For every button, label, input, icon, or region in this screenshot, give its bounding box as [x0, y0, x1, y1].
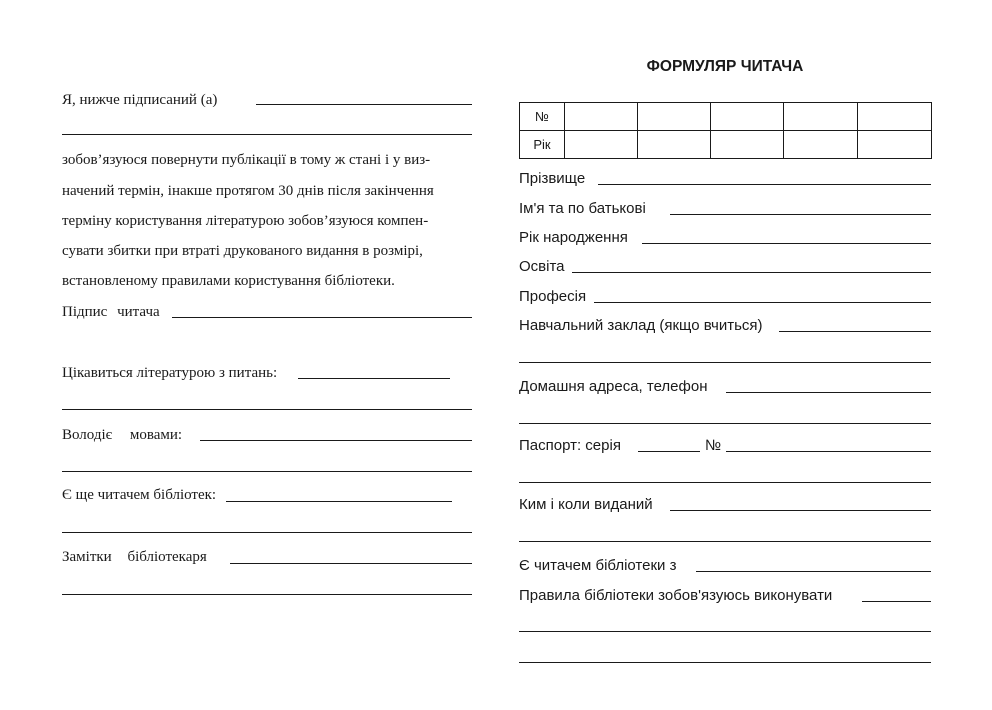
address-label: Домашня адреса, телефон [519, 378, 708, 395]
form-title: ФОРМУЛЯР ЧИТАЧА [646, 58, 804, 75]
rules-line[interactable] [862, 601, 931, 602]
signature-line[interactable] [172, 317, 472, 318]
rules-label: Правила бібліотеки зобов'язуюсь виконувати [519, 587, 833, 604]
paragraph-line: начений термін, інакше протягом 30 днів після закінчення [62, 183, 434, 199]
other-libraries-line-2[interactable] [62, 532, 472, 533]
rules-line-3[interactable] [519, 662, 931, 663]
number-header-cell: № [520, 103, 565, 131]
profession-label: Професія [519, 288, 587, 305]
table-cell[interactable] [711, 103, 784, 131]
table-cell[interactable] [565, 103, 638, 131]
surname-label: Прізвище [519, 170, 586, 187]
rules-line-2[interactable] [519, 631, 931, 632]
table-cell[interactable] [565, 131, 638, 159]
year-header-cell: Рік [520, 131, 565, 159]
profession-line[interactable] [594, 302, 931, 303]
number-year-table [519, 102, 932, 159]
reader-since-label: Є читачем бібліотеки з [519, 557, 677, 574]
librarian-notes-line-2[interactable] [62, 594, 472, 595]
school-label: Навчальний заклад (якщо вчиться) [519, 317, 763, 334]
passport-number-label: № [705, 437, 722, 454]
other-libraries-label: Є ще читачем бібліотек: [62, 487, 217, 503]
education-label: Освіта [519, 258, 565, 275]
address-line-2[interactable] [519, 423, 931, 424]
paragraph-line: сувати збитки при втраті друкованого видання в розмірі, [62, 243, 423, 259]
issued-by-label: Ким і коли виданий [519, 496, 653, 513]
languages-line-2[interactable] [62, 471, 472, 472]
other-libraries-line[interactable] [226, 501, 452, 502]
table-cell[interactable] [638, 103, 711, 131]
education-line[interactable] [572, 272, 931, 273]
interests-label: Цікавиться літературою з питань: [62, 365, 278, 381]
interests-line[interactable] [298, 378, 450, 379]
number-row [520, 103, 932, 131]
paragraph-line: зобов’язуюся повернути публікації в тому ж стані і у виз- [62, 152, 431, 168]
year-row [520, 131, 932, 159]
address-line[interactable] [726, 392, 931, 393]
issued-by-line-2[interactable] [519, 541, 931, 542]
reader-since-line[interactable] [696, 571, 931, 572]
school-line-2[interactable] [519, 362, 931, 363]
table-cell[interactable] [784, 103, 858, 131]
signed-name-line-2[interactable] [62, 134, 472, 135]
passport-series-line[interactable] [638, 451, 700, 452]
birth-year-line[interactable] [642, 243, 931, 244]
librarian-notes-label: Замітки бібліотекаря [62, 549, 207, 565]
interests-line-2[interactable] [62, 409, 472, 410]
table-cell[interactable] [784, 131, 858, 159]
table-cell[interactable] [711, 131, 784, 159]
passport-line-2[interactable] [519, 482, 931, 483]
paragraph-line: терміну користування літературою зобов’язуюся компен- [62, 213, 429, 229]
table-cell[interactable] [858, 103, 932, 131]
school-line[interactable] [779, 331, 931, 332]
signature-label: Підпис читача [62, 304, 160, 320]
name-patronymic-line[interactable] [670, 214, 931, 215]
signed-name-line[interactable] [256, 104, 472, 105]
name-patronymic-label: Ім'я та по батькові [519, 200, 646, 217]
paragraph-line: встановленому правилами користування бібліотеки. [62, 273, 395, 289]
signed-label: Я, нижче підписаний (а) [62, 92, 218, 108]
issued-by-line[interactable] [670, 510, 931, 511]
birth-year-label: Рік народження [519, 229, 628, 246]
languages-line[interactable] [200, 440, 472, 441]
surname-line[interactable] [598, 184, 931, 185]
passport-series-label: Паспорт: серія [519, 437, 621, 454]
table-cell[interactable] [858, 131, 932, 159]
passport-number-line[interactable] [726, 451, 931, 452]
languages-label: Володіє мовами: [62, 427, 183, 443]
table-cell[interactable] [638, 131, 711, 159]
librarian-notes-line[interactable] [230, 563, 472, 564]
